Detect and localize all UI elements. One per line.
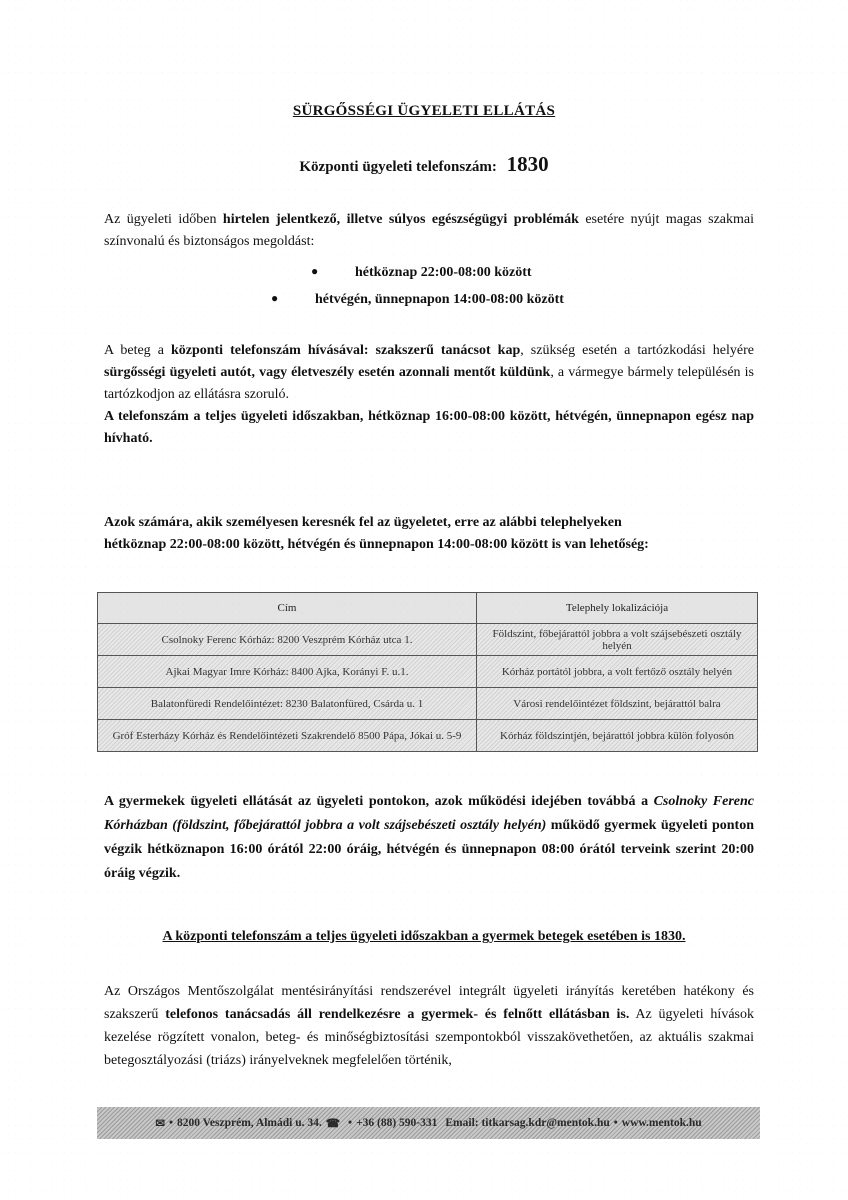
intro-paragraph bbox=[104, 209, 754, 253]
para5-bold-1: telefonos tanácsadás áll rendelkezésre a gyermek- és felnőtt ellátásban is. bbox=[165, 1007, 630, 1022]
para2-bold-3: A telefonszám a teljes ügyeleti időszakban, hétköznap 16:00-08:00 között, hétvégén, ünnepnapon egész nap hívható. bbox=[104, 409, 754, 446]
separator-icon: • bbox=[168, 1117, 173, 1129]
table-cell-location: Földszint, főbejárattól jobbra a volt szájsebészeti osztály helyén bbox=[477, 624, 758, 656]
oms-paragraph bbox=[104, 980, 754, 1072]
sites-table bbox=[97, 592, 758, 752]
bullet-text: hétköznap 22:00-08:00 között bbox=[355, 265, 532, 280]
table-cell-location: Városi rendelőintézet földszint, bejárattól balra bbox=[477, 688, 758, 720]
bullet-weekday bbox=[311, 264, 532, 281]
table-cell-location: Kórház portától jobbra, a volt fertőző osztály helyén bbox=[477, 656, 758, 688]
table-cell-location: Kórház földszintjén, bejárattól jobbra külön folyosón bbox=[477, 720, 758, 752]
intro-text-2: esetére nyújt magas szakmai színvonalú és biztonságos megoldást: bbox=[104, 212, 754, 249]
patient-info-paragraph bbox=[104, 340, 754, 450]
para5-text-1: Az Országos Mentőszolgálat mentésirányítási rendszerével integrált ügyeleti irányítás keretében hatékony és szakszerű bbox=[104, 984, 754, 1022]
phone-number: 1830 bbox=[506, 152, 549, 176]
footer-contact-band bbox=[97, 1107, 760, 1139]
para3-line-2: hétköznap 22:00-08:00 között, hétvégén és ünnepnapon 14:00-08:00 között is van lehetőség: bbox=[104, 537, 649, 552]
intro-bold-1: hirtelen jelentkező, illetve súlyos egészségügyi problémák bbox=[222, 212, 579, 227]
children-phone-notice: A központi telefonszám a teljes ügyeleti időszakban a gyermek betegek esetében is 1830. bbox=[162, 929, 686, 944]
table-cell-address: Balatonfüredi Rendelőintézet: 8230 Balatonfüred, Csárda u. 1 bbox=[98, 688, 477, 720]
central-phone-line bbox=[0, 152, 848, 177]
bullet-dot-icon: ● bbox=[271, 291, 279, 305]
table-row bbox=[98, 688, 758, 720]
table-header-row bbox=[98, 593, 758, 624]
footer-address: 8200 Veszprém, Almádi u. 34. bbox=[177, 1117, 322, 1129]
table-row bbox=[98, 656, 758, 688]
phone-label: Központi ügyeleti telefonszám: bbox=[299, 159, 497, 175]
table-row bbox=[98, 720, 758, 752]
separator-icon: • bbox=[613, 1117, 618, 1129]
bullet-weekend bbox=[271, 291, 564, 308]
footer-phone: +36 (88) 590-331 bbox=[356, 1117, 438, 1129]
footer-website[interactable]: www.mentok.hu bbox=[621, 1117, 702, 1129]
para4-bold-1: A gyermekek ügyeleti ellátását az ügyeleti pontokon, azok működési idejében továbbá a bbox=[104, 794, 654, 809]
para2-text-1: A beteg a bbox=[104, 343, 171, 358]
phone-icon: ☎ bbox=[325, 1118, 341, 1130]
para5-text-2: Az ügyeleti hívások kezelése rögzített vonalon, beteg- és minőségbiztosítási szempontokból visszakövethetően, az aktuális szakmai betegosztályozási (triázs) irányelveknek megfelelően történik, bbox=[104, 1007, 754, 1068]
para4-bold-2: működő gyermek ügyeleti ponton végzik hétköznapon 16:00 órától 22:00 óráig, hétvégén és ünnepnapon 08:00 órától terveink szerint 20:00 óráig végzik. bbox=[104, 818, 754, 881]
table-cell-address: Csolnoky Ferenc Kórház: 8200 Veszprém Kórház utca 1. bbox=[98, 624, 477, 656]
children-care-paragraph bbox=[104, 790, 754, 886]
para2-text-2: , szükség esetén a tartózkodási helyére bbox=[520, 343, 754, 358]
table-header-location: Telephely lokalizációja bbox=[477, 593, 758, 624]
footer-email[interactable]: Email: titkarsag.kdr@mentok.hu bbox=[445, 1117, 610, 1129]
bullet-dot-icon: ● bbox=[311, 264, 319, 278]
para4-bold-italic: Csolnoky Ferenc Kórházban (földszint, főbejárattól jobbra a volt szájsebészeti osztály helyén) bbox=[104, 794, 755, 833]
bullet-text: hétvégén, ünnepnapon 14:00-08:00 között bbox=[315, 292, 564, 307]
table-header-address: Cím bbox=[98, 593, 477, 624]
table-row bbox=[98, 624, 758, 656]
document-title: SÜRGŐSSÉGI ÜGYELETI ELLÁTÁS bbox=[292, 103, 556, 119]
para2-bold-2: sürgősségi ügyeleti autót, vagy életveszély esetén azonnali mentőt küldünk bbox=[104, 365, 551, 380]
personal-visit-paragraph bbox=[104, 512, 754, 556]
para3-line-1: Azok számára, akik személyesen keresnék fel az ügyeletet, erre az alábbi telephelyeken bbox=[104, 515, 622, 530]
table-cell-address: Gróf Esterházy Kórház és Rendelőintézeti Szakrendelő 8500 Pápa, Jókai u. 5-9 bbox=[98, 720, 477, 752]
envelope-icon: ✉ bbox=[155, 1118, 165, 1130]
separator-icon: • bbox=[348, 1117, 353, 1129]
para2-text-3: , a vármegye bármely településén is tartózkodjon az ellátásra szoruló. bbox=[104, 365, 754, 402]
para2-bold-1: központi telefonszám hívásával: szakszerű tanácsot kap bbox=[170, 343, 521, 358]
intro-text-1: Az ügyeleti időben bbox=[104, 212, 223, 227]
table-cell-address: Ajkai Magyar Imre Kórház: 8400 Ajka, Korányi F. u.1. bbox=[98, 656, 477, 688]
